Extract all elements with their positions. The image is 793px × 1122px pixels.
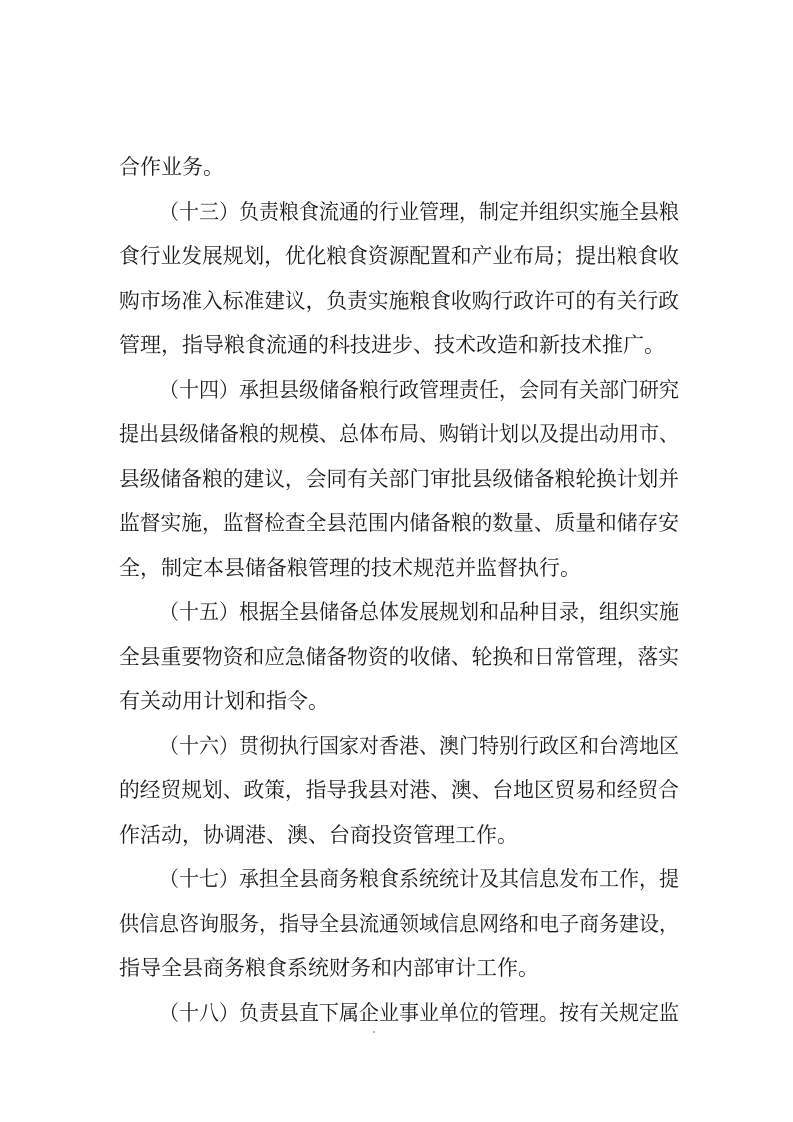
text-line: 提出县级储备粮的规模、总体布局、购销计划以及提出动用市、 xyxy=(119,422,680,446)
text-line: 有关动用计划和指令。 xyxy=(119,689,329,713)
text-line: 县级储备粮的建议，会同有关部门审批县级储备粮轮换计划并 xyxy=(119,467,680,491)
text-line: 的经贸规划、政策，指导我县对港、澳、台地区贸易和经贸合 xyxy=(119,778,680,802)
text-line: 管理，指导粮食流通的科技进步、技术改造和新技术推广。 xyxy=(119,333,665,357)
text-line: 监督实施，监督检查全县范围内储备粮的数量、质量和储存安 xyxy=(119,511,680,535)
scan-speck xyxy=(373,1031,375,1033)
text-line: 作活动，协调港、澳、台商投资管理工作。 xyxy=(119,823,518,847)
paragraph-14-line-1: （十四）承担县级储备粮行政管理责任，会同有关部门研究 xyxy=(159,378,680,402)
paragraph-16-line-1: （十六）贯彻执行国家对香港、澳门特别行政区和台湾地区 xyxy=(159,734,680,758)
paragraph-15-line-1: （十五）根据全县储备总体发展规划和品种目录，组织实施 xyxy=(159,600,680,624)
text-line: 合作业务。 xyxy=(119,155,224,179)
text-line: 指导全县商务粮食系统财务和内部审计工作。 xyxy=(119,956,539,980)
text-line: 购市场准入标准建议，负责实施粮食收购行政许可的有关行政 xyxy=(119,289,680,313)
text-line: 供信息咨询服务，指导全县流通领域信息网络和电子商务建设， xyxy=(119,912,680,936)
paragraph-13-line-1: （十三）负责粮食流通的行业管理，制定并组织实施全县粮 xyxy=(159,200,680,224)
text-line: 全，制定本县储备粮管理的技术规范并监督执行。 xyxy=(119,556,581,580)
paragraph-17-line-1: （十七）承担全县商务粮食系统统计及其信息发布工作，提 xyxy=(159,867,680,891)
text-line: 食行业发展规划，优化粮食资源配置和产业布局；提出粮食收 xyxy=(119,244,680,268)
paragraph-18-line-1: （十八）负责县直下属企业事业单位的管理。按有关规定监 xyxy=(159,1001,680,1025)
text-line: 全县重要物资和应急储备物资的收储、轮换和日常管理，落实 xyxy=(119,645,680,669)
